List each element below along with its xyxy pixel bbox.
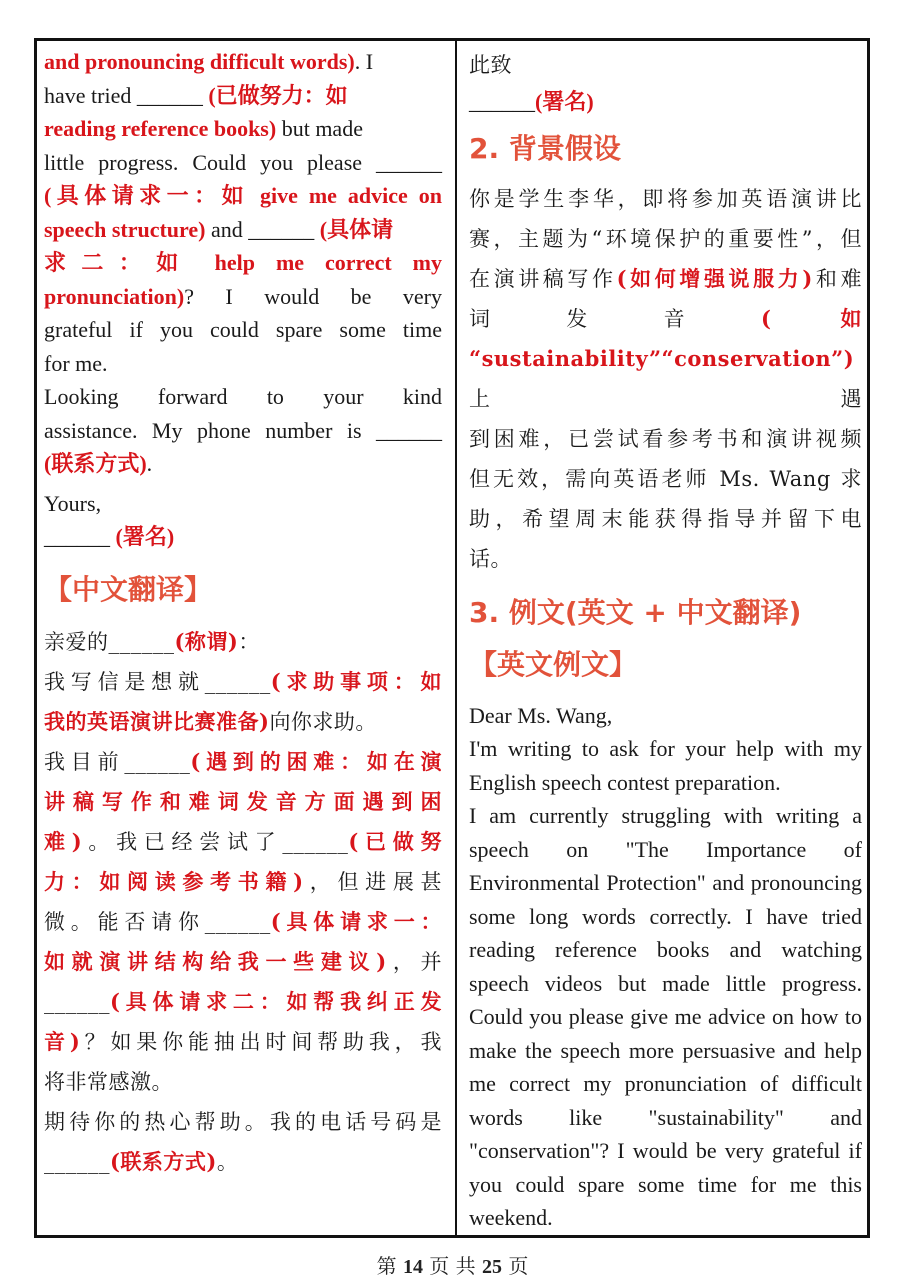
closing-cn: 此致 <box>469 53 512 77</box>
red-note: 求二：如 help me correct my <box>44 250 442 275</box>
text: 上遇 <box>469 386 862 411</box>
text-line: 到困难，已尝试看参考书和演讲视频 <box>469 426 862 451</box>
page-total: 25 <box>482 1256 503 1278</box>
red-note: ( 如 <box>760 305 863 331</box>
text: 向你求助。 <box>269 709 377 734</box>
text-line: 期待你的热心帮助。我的电话号码是 <box>44 1109 442 1134</box>
red-note: (称谓) <box>174 628 239 654</box>
text-line: Looking forward to your kind <box>44 384 442 409</box>
red-note: (联系方式) <box>44 451 147 476</box>
red-note: (具体请 <box>319 216 394 242</box>
text: . I <box>354 49 374 74</box>
text: 我写信是想就______ <box>44 669 271 694</box>
text-line: assistance. My phone number is ______ <box>44 417 442 443</box>
text: ______ <box>44 989 110 1014</box>
text: ? I would be very <box>184 283 442 309</box>
red-note: (已做努 <box>348 828 442 854</box>
text-line: 将非常感激。 <box>44 1069 173 1094</box>
text: ？如果你能抽出时间帮助我，我 <box>80 1029 443 1054</box>
letter-template-en <box>44 45 442 554</box>
red-note: pronunciation) <box>44 283 185 309</box>
column-divider <box>455 41 457 1235</box>
red-note: and pronouncing difficult words) <box>44 49 355 74</box>
section-title-background: 2. 背景假设 <box>469 131 621 165</box>
background-text <box>469 179 862 579</box>
red-note: 力：如阅读参考书籍) <box>44 868 304 894</box>
text: ______ <box>469 89 535 114</box>
en-example-heading: 【英文例文】 <box>469 647 638 681</box>
text: . <box>146 451 153 476</box>
red-note: (联系方式) <box>110 1148 217 1174</box>
red-note: reading reference books) <box>44 116 277 141</box>
text: 词 发 音 <box>469 306 761 331</box>
text-line: 话。 <box>469 546 512 571</box>
red-note: (已做努力：如 <box>208 82 348 108</box>
red-note: speech structure) <box>44 216 206 242</box>
left-column <box>44 45 442 1182</box>
text: ，并 <box>386 949 443 974</box>
paragraph: I am currently struggling with writing a speech on "The Importance of Environmental Protection" and pronouncing some long words correctly. I have tried reading reference books and watching speech videos but made little progress. Could you please give me advice on how to make the speech more persuasive and help me correct my pronunciation of difficult words like "sustainability" and "conservation"? I would be very grateful if you could spare some time for me this weekend. <box>469 803 862 1230</box>
red-note: (具体请求二：如帮我纠正发 <box>110 988 442 1014</box>
text-line: 但无效，需向英语老师 Ms. Wang 求 <box>469 466 862 491</box>
cn-translation-heading: 【中文翻译】 <box>44 572 213 606</box>
red-note: (遇到的困难：如在演 <box>190 748 442 774</box>
text-line: 助，希望周末能获得指导并留下电 <box>469 506 862 531</box>
red-note: (具体请求一：如 give me advice on <box>44 183 442 208</box>
red-note: 我的英语演讲比赛准备) <box>44 708 270 734</box>
text: ，但进展甚 <box>303 869 443 894</box>
red-note: 难) <box>44 828 83 854</box>
red-note: (署名) <box>115 524 175 549</box>
text: 微。能否请你______ <box>44 909 271 934</box>
text: but made <box>276 116 363 141</box>
red-note: 音) <box>44 1028 81 1054</box>
text: 页 <box>502 1254 529 1278</box>
letter-template-cn <box>44 622 442 1182</box>
text: 我目前______ <box>44 749 191 774</box>
red-note: (署名) <box>535 89 594 114</box>
text: have tried ______ <box>44 82 209 108</box>
text: ： <box>238 629 260 654</box>
text-line: little progress. Could you please ______ <box>44 149 442 175</box>
right-column <box>469 45 862 1235</box>
text: 。 <box>216 1149 239 1174</box>
text-line: for me. <box>44 350 108 376</box>
text: and ______ <box>205 216 320 242</box>
text: 第 <box>376 1254 403 1278</box>
text: 页 共 <box>422 1254 483 1278</box>
paragraph: I'm writing to ask for your help with my English speech contest preparation. <box>469 736 862 795</box>
text-line: 赛，主题为“环境保护的重要性”，但 <box>469 226 862 251</box>
page-frame <box>34 38 870 1238</box>
page-number: 14 <box>402 1256 423 1278</box>
salutation: Dear Ms. Wang, <box>469 702 613 728</box>
red-note: (求助事项：如 <box>270 668 442 694</box>
red-note: 如就演讲结构给我一些建议) <box>44 948 387 974</box>
red-note: (具体请求一： <box>270 908 442 934</box>
red-note: 讲稿写作和难词发音方面遇到困 <box>44 788 442 814</box>
text-line: grateful if you could spare some time <box>44 317 442 342</box>
closing: Yours, <box>44 490 102 516</box>
text: ______ <box>44 1149 110 1174</box>
red-note: (如何增强说服力) <box>616 265 813 291</box>
text: ______ <box>44 524 116 549</box>
text: 和难 <box>812 266 862 291</box>
text: 在演讲稿写作 <box>469 266 617 291</box>
text-line: 你是学生李华，即将参加英语演讲比 <box>469 186 862 211</box>
example-letter <box>469 699 862 1235</box>
red-note: “sustainability”“conservation”) <box>469 345 855 371</box>
text: 。我已经尝试了______ <box>82 829 349 854</box>
text: 亲爱的______ <box>44 629 175 654</box>
page-footer <box>0 1250 905 1279</box>
section-title-example: 3. 例文(英文 + 中文翻译) <box>469 595 802 629</box>
